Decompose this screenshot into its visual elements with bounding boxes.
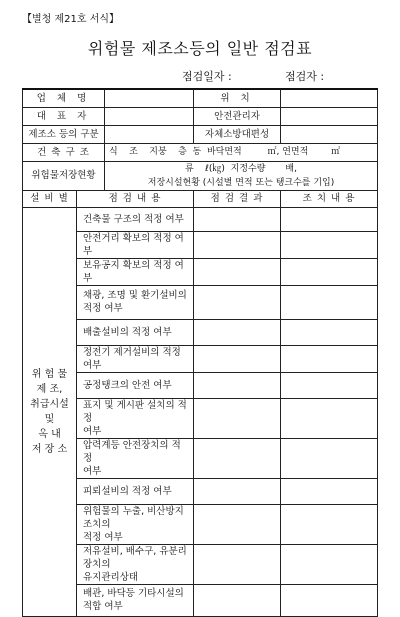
form-number-tag: 【별청 제21호 서식】 xyxy=(22,14,120,25)
action-taken-field[interactable] xyxy=(281,207,378,231)
checklist-item xyxy=(77,207,194,231)
building-structure-label: 건 축 구 조 xyxy=(23,143,105,161)
checklist-item-text: 공정탱크의 안전 여부 xyxy=(83,379,172,391)
action-taken-field[interactable] xyxy=(281,398,378,438)
action-taken-field[interactable] xyxy=(281,319,378,345)
inspection-result-field[interactable] xyxy=(194,285,281,319)
action-taken-field[interactable] xyxy=(281,504,378,544)
inspection-result-field[interactable] xyxy=(194,231,281,258)
checklist-item-text: 정전기 제거설비의 적정 여부 xyxy=(83,346,181,371)
action-taken-field[interactable] xyxy=(281,231,378,258)
safety-manager-label: 안전관리자 xyxy=(194,107,281,125)
equipment-group-line: 저 장 소 xyxy=(31,443,68,455)
checklist-item xyxy=(77,258,194,285)
building-structure-details[interactable]: 식 조 지붕 층 동 바닥면적 ㎡, 연면적 ㎡ xyxy=(105,143,378,161)
action-taken-field[interactable] xyxy=(281,372,378,398)
checklist-item xyxy=(77,319,194,345)
fire-brigade-label: 자체소방대편성 xyxy=(194,125,281,143)
inspection-form-table xyxy=(22,88,378,617)
equipment-group-line: 및 xyxy=(44,413,55,425)
checklist-row xyxy=(23,319,378,345)
checklist-item-text: 적정 여부 xyxy=(83,303,123,314)
checklist-item-text: 압력계등 안전장치의 적정 xyxy=(83,439,181,464)
page-title: 위험물 제조소등의 일반 점검표 xyxy=(87,39,313,58)
equipment-group-line: 위 험 물 xyxy=(31,368,68,380)
action-taken-field[interactable] xyxy=(281,584,378,616)
checklist-body xyxy=(23,207,378,616)
inspection-result-field[interactable] xyxy=(194,584,281,616)
col-header-results: 점 검 결 과 xyxy=(194,190,281,207)
inspection-result-field[interactable] xyxy=(194,258,281,285)
checklist-item xyxy=(77,438,194,478)
checklist-item-text: 여부 xyxy=(83,465,102,477)
checklist-row xyxy=(23,398,378,438)
checklist-item xyxy=(77,544,194,584)
representative-field[interactable] xyxy=(105,107,194,125)
checklist-row xyxy=(23,345,378,372)
checklist-item-text: 저유설비, 배수구, 유분리장치의 xyxy=(83,545,187,570)
action-taken-field[interactable] xyxy=(281,258,378,285)
inspection-result-field[interactable] xyxy=(194,398,281,438)
checklist-item-text: 배관, 바닥등 기타시설의 xyxy=(83,588,184,599)
inspection-result-field[interactable] xyxy=(194,319,281,345)
location-field[interactable] xyxy=(281,89,378,107)
business-name-field[interactable] xyxy=(105,89,194,107)
checklist-item-text: 적합 여부 xyxy=(83,601,123,612)
checklist-item-text: 유지관리상태 xyxy=(83,571,139,583)
inspection-result-field[interactable] xyxy=(194,478,281,504)
inspection-result-field[interactable] xyxy=(194,504,281,544)
equipment-group-line: 취급시설 xyxy=(30,398,69,410)
checklist-item xyxy=(77,584,194,616)
col-header-equipment: 설 비 별 xyxy=(23,190,77,207)
hazmat-status-label: 위험물저장현황 xyxy=(23,161,105,190)
inspector-label: 점검자 : xyxy=(285,70,325,83)
checklist-item-text: 안전거리 확보의 적정 여부 xyxy=(83,232,184,257)
safety-manager-field[interactable] xyxy=(281,107,378,125)
checklist-item xyxy=(77,285,194,319)
inspection-result-field[interactable] xyxy=(194,207,281,231)
checklist-item-text: 보유공지 확보의 적정 여부 xyxy=(83,259,184,284)
hazmat-line-2: 저장시설현황 (시설별 면적 또는 탱크수를 기입) xyxy=(147,177,335,188)
checklist-item-text: 피뢰설비의 적정 여부 xyxy=(83,485,172,497)
inspection-result-field[interactable] xyxy=(194,544,281,584)
location-label: 위 치 xyxy=(194,89,281,107)
col-header-items: 점 검 내 용 xyxy=(77,190,194,207)
checklist-item-text: 배출설비의 적정 여부 xyxy=(83,326,172,338)
action-taken-field[interactable] xyxy=(281,438,378,478)
checklist-item-text: 여부 xyxy=(83,425,102,437)
checklist-row xyxy=(23,285,378,319)
checklist-item-text: 표지 및 게시판 설치의 적정 xyxy=(83,399,187,424)
checklist-item xyxy=(77,372,194,398)
checklist-item xyxy=(77,504,194,544)
fire-brigade-field[interactable] xyxy=(281,125,378,143)
checklist-item-text: 채광, 조명 및 환기설비의 xyxy=(83,290,187,301)
inspection-result-field[interactable] xyxy=(194,372,281,398)
checklist-row xyxy=(23,544,378,584)
checklist-item-text: 건축물 구조의 적정 여부 xyxy=(83,213,184,225)
action-taken-field[interactable] xyxy=(281,544,378,584)
col-header-actions: 조 치 내 용 xyxy=(281,190,378,207)
inspection-result-field[interactable] xyxy=(194,345,281,372)
representative-label: 대 표 자 xyxy=(23,107,105,125)
hazmat-line-1: 류 ℓ(㎏) 지정수량 배, xyxy=(185,163,297,174)
inspection-date-label: 점검일자 : xyxy=(182,70,232,83)
checklist-item xyxy=(77,345,194,372)
action-taken-field[interactable] xyxy=(281,345,378,372)
checklist-item xyxy=(77,478,194,504)
action-taken-field[interactable] xyxy=(281,285,378,319)
checklist-row xyxy=(23,258,378,285)
facility-type-label: 제조소 등의 구분 xyxy=(23,125,105,143)
inspection-result-field[interactable] xyxy=(194,438,281,478)
checklist-item xyxy=(77,398,194,438)
equipment-group-label xyxy=(23,207,77,616)
checklist-row xyxy=(23,478,378,504)
checklist-row xyxy=(23,438,378,478)
checklist-row xyxy=(23,231,378,258)
checklist-item xyxy=(77,231,194,258)
checklist-row xyxy=(23,372,378,398)
checklist-row xyxy=(23,207,378,231)
hazmat-status-details[interactable] xyxy=(105,161,378,190)
checklist-row xyxy=(23,584,378,616)
checklist-item-text: 적정 여부 xyxy=(83,531,123,543)
checklist-item-text: 위험물의 누출, 비산방지조치의 xyxy=(83,505,184,530)
equipment-group-line: 옥 내 xyxy=(38,428,61,440)
checklist-row xyxy=(23,504,378,544)
equipment-group-line: 제 조, xyxy=(36,383,63,395)
facility-type-field[interactable] xyxy=(105,125,194,143)
action-taken-field[interactable] xyxy=(281,478,378,504)
business-name-label: 업 체 명 xyxy=(23,89,105,107)
